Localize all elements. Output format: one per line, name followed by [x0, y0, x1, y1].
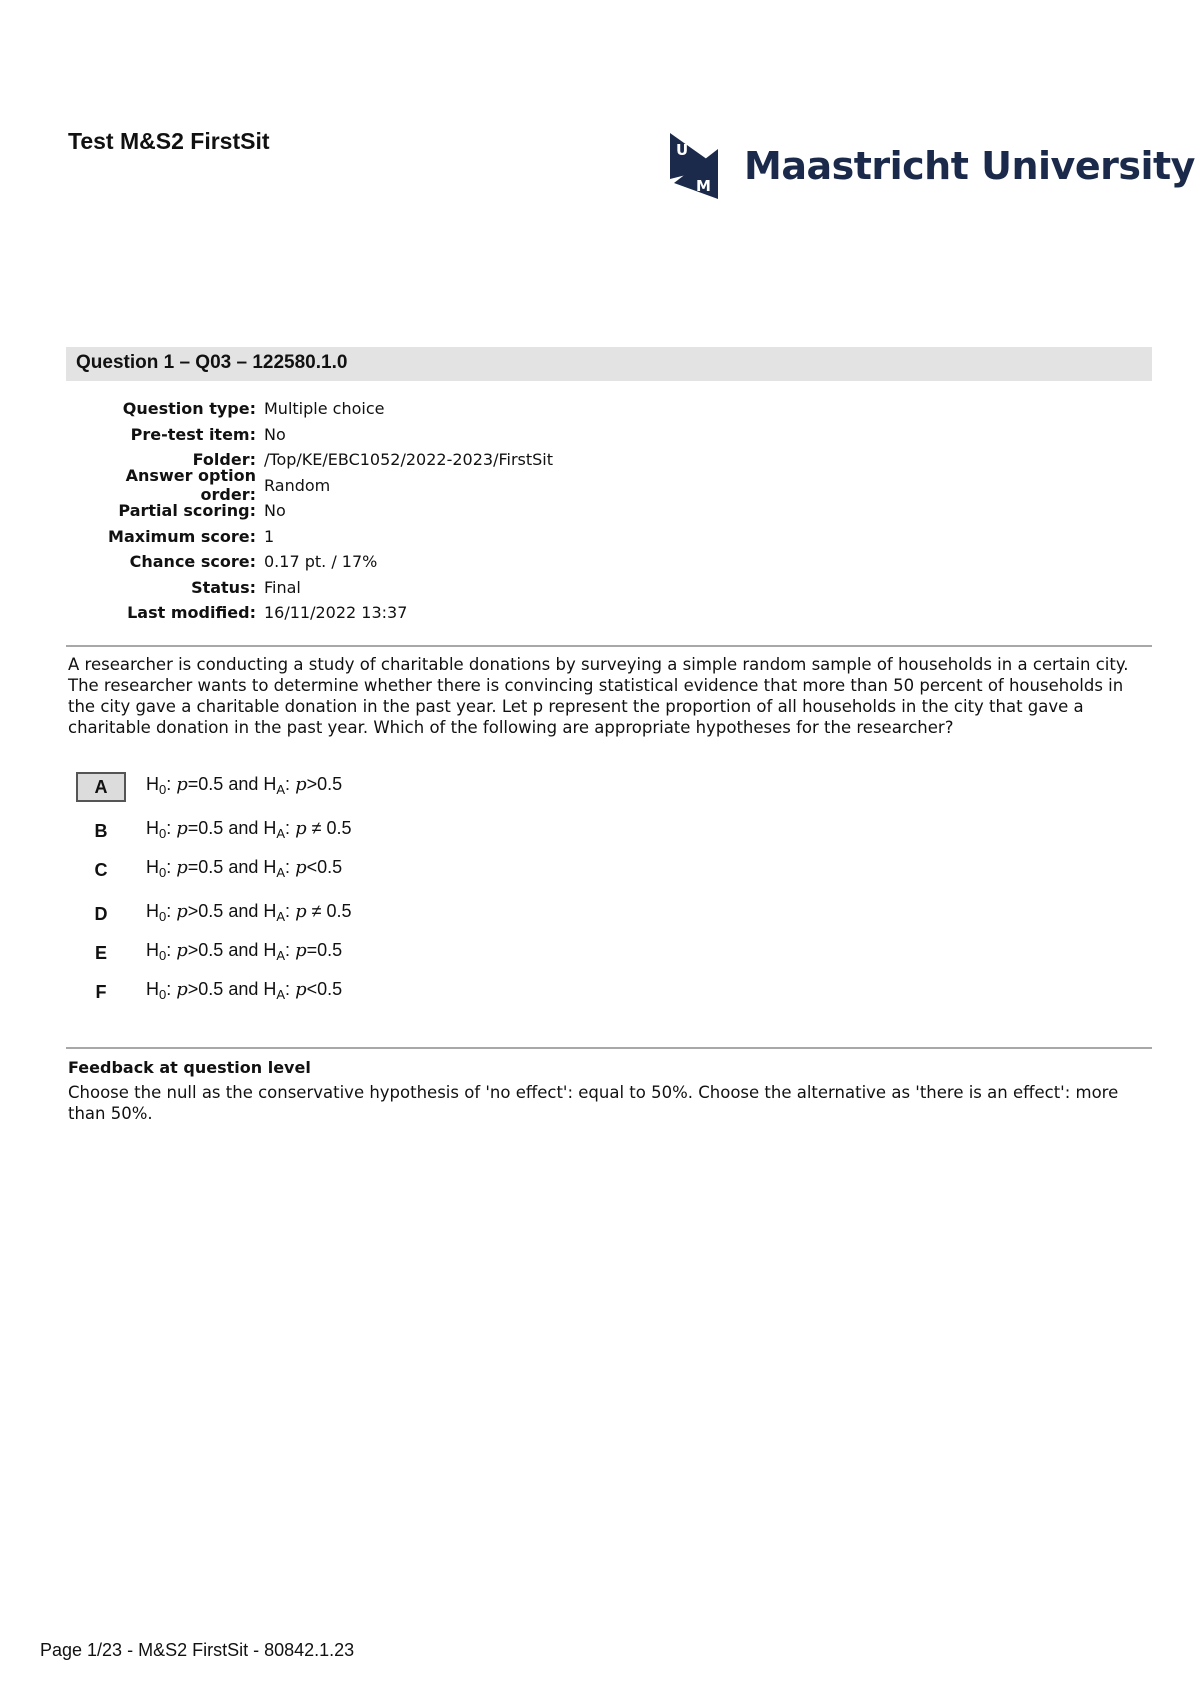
meta-row — [66, 575, 553, 601]
h0-value: 0.5 — [198, 901, 224, 921]
alt-subscript: A — [276, 826, 286, 841]
meta-row — [66, 600, 553, 626]
alt-subscript: A — [276, 909, 286, 924]
meta-row — [66, 396, 553, 422]
param-p: p — [176, 901, 188, 922]
option-letter: D — [94, 903, 108, 924]
ha-value: 0.5 — [317, 979, 343, 999]
logo-letter-m: M — [696, 177, 711, 195]
h-symbol: H — [263, 979, 277, 999]
meta-key: Pre-test item: — [130, 424, 256, 444]
param-p: p — [295, 979, 307, 1000]
h-symbol: H — [263, 774, 277, 794]
colon: : — [285, 979, 296, 999]
ha-value: 0.5 — [326, 818, 352, 838]
meta-value: Multiple choice — [264, 399, 385, 419]
meta-row — [66, 422, 553, 448]
feedback-title: Feedback at question level — [68, 1058, 311, 1077]
answer-option-f[interactable] — [76, 977, 676, 1009]
h0-relation: = — [187, 857, 199, 877]
h-symbol: H — [146, 774, 159, 794]
answer-option-d[interactable] — [76, 899, 676, 931]
null-subscript: 0 — [159, 909, 167, 924]
null-subscript: 0 — [159, 948, 167, 963]
option-letter: B — [94, 820, 108, 841]
meta-key: Maximum score: — [108, 526, 256, 546]
param-p: p — [176, 857, 188, 878]
param-p: p — [295, 818, 307, 839]
h-symbol: H — [146, 979, 159, 999]
ha-relation: < — [306, 979, 318, 999]
h0-value: 0.5 — [198, 774, 224, 794]
meta-key: Last modified: — [127, 603, 256, 623]
null-subscript: 0 — [159, 987, 167, 1002]
alt-subscript: A — [276, 948, 286, 963]
question-stem: A researcher is conducting a study of charitable donations by surveying a simple random sample of households in a certain city. The researcher wants to determine whether there is convincing statistical evidence that more than 50 percent of households in the city gave a charitable donation in the past year. Let p represent the proportion of all households in the city that gave a charitable donation in the past year. Which of the following are appropriate hypotheses for the researcher? — [68, 655, 1129, 737]
meta-key: Status: — [191, 577, 256, 597]
option-text — [146, 818, 352, 841]
feedback-text: Choose the null as the conservative hypothesis of 'no effect': equal to 50%. Choose the alternative as 'there is an effect': more than 50%. — [68, 1083, 1119, 1123]
ha-relation: > — [306, 774, 318, 794]
meta-value: 16/11/2022 13:37 — [264, 603, 408, 623]
h0-relation: > — [187, 901, 199, 921]
question-header — [66, 347, 1152, 381]
param-p: p — [176, 940, 188, 961]
divider — [66, 645, 1152, 647]
meta-key: Answer option order: — [125, 466, 256, 505]
null-subscript: 0 — [159, 865, 167, 880]
ha-relation: = — [306, 940, 318, 960]
ha-value: 0.5 — [317, 774, 343, 794]
param-p: p — [295, 857, 307, 878]
meta-value: No — [264, 501, 286, 521]
logo-letter-u: U — [676, 141, 689, 159]
page-footer: Page 1/23 - M&S2 FirstSit - 80842.1.23 — [40, 1640, 355, 1660]
ha-value: 0.5 — [326, 901, 352, 921]
and-word: and — [223, 857, 264, 877]
colon: : — [285, 774, 296, 794]
option-text — [146, 901, 352, 924]
colon: : — [166, 774, 177, 794]
option-letter: A — [76, 772, 126, 802]
ha-relation: ≠ — [306, 901, 327, 921]
meta-row — [66, 549, 553, 575]
h-symbol: H — [146, 901, 159, 921]
meta-row — [66, 524, 553, 550]
h0-relation: = — [187, 818, 199, 838]
param-p: p — [295, 901, 307, 922]
colon: : — [285, 901, 296, 921]
colon: : — [166, 940, 177, 960]
option-text — [146, 940, 342, 963]
h-symbol: H — [263, 857, 277, 877]
h0-value: 0.5 — [198, 818, 224, 838]
h-symbol: H — [263, 818, 277, 838]
option-text — [146, 774, 342, 797]
option-text — [146, 979, 342, 1002]
h-symbol: H — [146, 940, 159, 960]
h0-relation: = — [187, 774, 199, 794]
meta-value: /Top/KE/EBC1052/2022-2023/FirstSit — [264, 450, 554, 470]
colon: : — [285, 940, 296, 960]
option-text — [146, 857, 342, 880]
ha-value: 0.5 — [317, 940, 343, 960]
colon: : — [166, 979, 177, 999]
param-p: p — [295, 940, 307, 961]
ha-relation: < — [306, 857, 318, 877]
university-logo — [668, 130, 1195, 202]
colon: : — [166, 857, 177, 877]
meta-key: Question type: — [122, 399, 256, 419]
and-word: and — [223, 940, 264, 960]
answer-option-c[interactable] — [76, 855, 676, 887]
meta-row — [66, 466, 553, 505]
option-letter: E — [94, 942, 107, 963]
logo-wordmark: Maastricht University — [744, 144, 1195, 188]
and-word: and — [223, 774, 264, 794]
answer-option-b[interactable] — [76, 816, 676, 848]
and-word: and — [223, 818, 264, 838]
h-symbol: H — [146, 857, 159, 877]
meta-value: No — [264, 424, 286, 444]
h0-relation: > — [187, 940, 199, 960]
h-symbol: H — [146, 818, 159, 838]
alt-subscript: A — [276, 987, 286, 1002]
ha-value: 0.5 — [317, 857, 343, 877]
null-subscript: 0 — [159, 782, 167, 797]
question-metadata — [66, 396, 553, 626]
meta-value: 1 — [264, 526, 275, 546]
meta-value: 0.17 pt. / 17% — [264, 552, 378, 572]
param-p: p — [295, 774, 307, 795]
colon: : — [285, 818, 296, 838]
colon: : — [285, 857, 296, 877]
param-p: p — [176, 818, 188, 839]
meta-key: Folder: — [192, 450, 256, 470]
h0-value: 0.5 — [198, 857, 224, 877]
and-word: and — [223, 901, 264, 921]
meta-row — [66, 498, 553, 524]
h-symbol: H — [263, 940, 277, 960]
option-letter: F — [95, 981, 107, 1002]
alt-subscript: A — [276, 865, 286, 880]
h0-value: 0.5 — [198, 940, 224, 960]
option-letter: C — [94, 859, 108, 880]
meta-value: Final — [264, 577, 301, 597]
meta-value: Random — [264, 475, 331, 495]
answer-option-a[interactable] — [76, 772, 676, 804]
question-header-title: Question 1 – Q03 – 122580.1.0 — [76, 352, 348, 373]
answer-option-e[interactable] — [76, 938, 676, 970]
param-p: p — [176, 774, 188, 795]
ha-relation: ≠ — [306, 818, 327, 838]
document-title: Test M&S2 FirstSit — [68, 128, 270, 154]
h-symbol: H — [263, 901, 277, 921]
um-flag-logo-icon — [668, 131, 720, 201]
alt-subscript: A — [276, 782, 286, 797]
meta-key: Chance score: — [129, 552, 256, 572]
h0-relation: > — [187, 979, 199, 999]
colon: : — [166, 818, 177, 838]
and-word: and — [223, 979, 264, 999]
h0-value: 0.5 — [198, 979, 224, 999]
colon: : — [166, 901, 177, 921]
null-subscript: 0 — [159, 826, 167, 841]
param-p: p — [176, 979, 188, 1000]
divider — [66, 1047, 1152, 1049]
meta-key: Partial scoring: — [118, 501, 256, 521]
